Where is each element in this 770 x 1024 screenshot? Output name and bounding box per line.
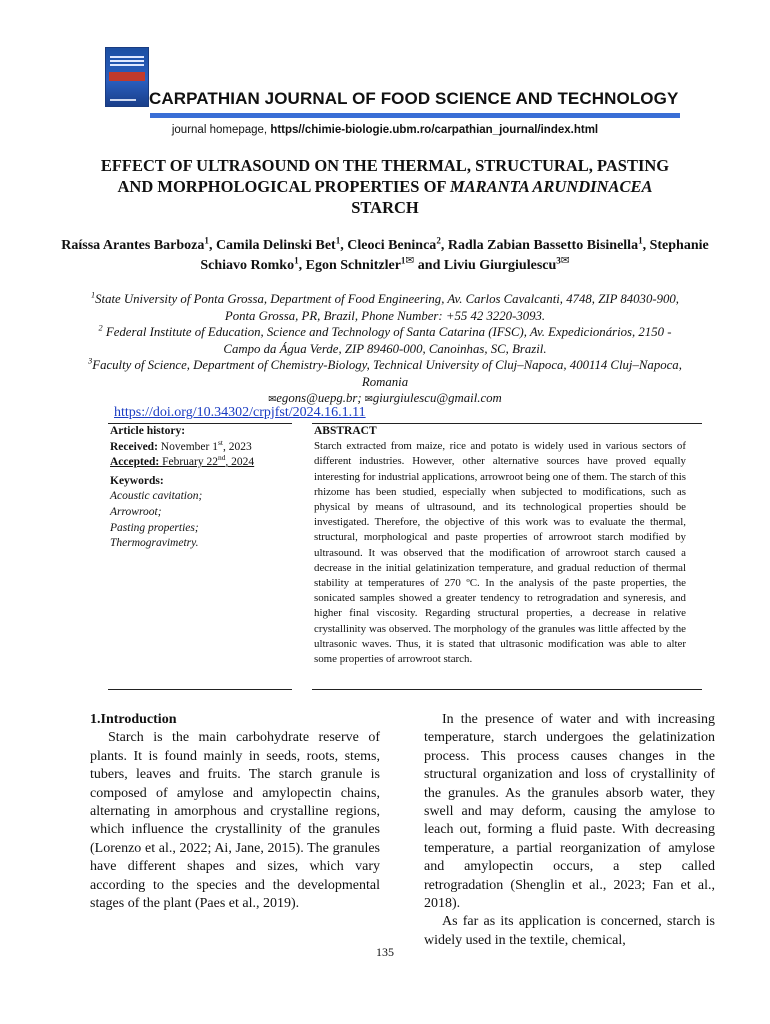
keyword: Thermogravimetry. bbox=[110, 537, 199, 550]
author: Camila Delinski Bet bbox=[215, 238, 336, 253]
keyword: Acoustic cavitation; bbox=[110, 490, 203, 503]
affiliation: $^1$State University of Ponta Grossa, Department of Food Engineering, Av. Carlos Cavalcanti, 4748, ZIP 84030-900, Ponta Grossa, PR, Brazil, Phone Number: +55 42 3220-3093. bbox=[90, 290, 680, 323]
paragraph: As far as its application is concerned, starch is widely used in the textile, chemical, bbox=[424, 914, 715, 948]
journal-logo bbox=[105, 47, 149, 107]
species-name: MARANTA ARUNDINACEA bbox=[450, 177, 653, 196]
history-heading: Article history: bbox=[110, 425, 186, 437]
author: Liviu Giurgiulescu bbox=[443, 258, 557, 273]
homepage-label: journal homepage, bbox=[171, 124, 271, 136]
keyword: Pasting properties; bbox=[110, 521, 199, 534]
section-heading: 1.Introduction bbox=[90, 712, 177, 727]
body-column-left bbox=[90, 711, 380, 913]
article-history bbox=[110, 424, 290, 552]
affiliations bbox=[80, 291, 690, 409]
affiliation: $^3$Faculty of Science, Department of Chemistry-Biology, Technical University of Cluj–Napoca, 400114 Cluj–Napoca, Romania bbox=[88, 356, 682, 389]
envelope-icon: ✉ bbox=[405, 254, 415, 267]
doi-link[interactable]: https://doi.org/10.34302/crpjfst/2024.16.1.11 bbox=[114, 405, 366, 420]
article-title bbox=[60, 155, 710, 218]
abstract-heading: ABSTRACT bbox=[314, 425, 377, 437]
envelope-icon: ✉ bbox=[364, 394, 373, 405]
abstract-text: Starch extracted from maize, rice and potato is widely used in various sectors of different industries. However, other alternative sources have proved equally interesting for industrial applications, arrowroot being one of them. The starch of this rhizome has been studied, especially when subjected to modifications, such as physical by means of ultrasound, and its technological properties should be investigated. Therefore, the objective of this work was to evaluate the thermal, structural, morphological and paste properties of arrowroot starch modified by ultrasound. It was observed that the modification of arrowroot starch caused a decrease in the initial gelatinization temperature, and gradual reduction of thermal stability at temperatures of 270 ºC. In the analysis of the paste properties, the sonicated samples showed a greater tendency to retrogradation and syneresis, and higher final viscosity. Regarding structural properties, a decrease in relative crystallinity was observed. The morphology of the granules was little affected by the ultrasonic waves. Thus, it is stated that ultrasonic modification was able to alter some properties of arrowroot starch. bbox=[314, 440, 686, 666]
keywords-heading: Keywords: bbox=[110, 474, 164, 487]
abstract bbox=[314, 424, 686, 667]
received-date: Received: November 1st, 2023 bbox=[110, 437, 252, 453]
divider bbox=[312, 689, 702, 690]
journal-title: CARPATHIAN JOURNAL OF FOOD SCIENCE AND TECHNOLOGY bbox=[149, 89, 679, 108]
page-number: 135 bbox=[376, 945, 394, 959]
header-rule bbox=[150, 113, 680, 118]
author: Egon Schnitzler bbox=[305, 258, 401, 273]
paragraph: In the presence of water and with increasing temperature, starch undergoes the gelatinization process. This process causes changes in the structural organization and loss of crystallinity of the granules. As the granules absorb water, they swell and may deform, causing the amylose to leach out, forming a fluid paste. With decreasing temperature, a partial reorganization of amylose and amylopectin occurs, a step called retrogradation (Shenglin et al., 2023; Fan et al., 2018). bbox=[424, 712, 715, 912]
homepage-link[interactable]: https//chimie-biologie.ubm.ro/carpathian_journal/index.html bbox=[270, 124, 599, 136]
author: Cleoci Beninca bbox=[347, 238, 437, 253]
envelope-icon: ✉ bbox=[268, 394, 277, 405]
journal-homepage bbox=[0, 124, 770, 136]
email[interactable]: giurgiulescu@gmail.com bbox=[372, 391, 502, 405]
email[interactable]: egons@uepg.br; bbox=[276, 391, 362, 405]
author: Stephanie Schiavo Romko bbox=[200, 238, 709, 273]
author: Raíssa Arantes Barboza bbox=[61, 238, 205, 253]
title-line: STARCH bbox=[351, 198, 419, 217]
envelope-icon: ✉ bbox=[560, 254, 570, 267]
body-column-right bbox=[424, 711, 715, 950]
affiliation: $^2$ Federal Institute of Education, Science and Technology of Santa Catarina (IFSC), Av. Expedicionários, 2150 - Campo da Água Verde, ZIP 89460-000, Canoinhas, SC, Brazil. bbox=[98, 323, 672, 356]
accepted-date: Accepted: February 22nd, 2024 bbox=[110, 453, 255, 469]
paragraph: Starch is the main carbohydrate reserve of plants. It is found mainly in seeds, roots, stems, tubers, leaves and fruits. The starch granule is composed of amylose and amylopectin chains, alternating in amorphous and crystalline regions, which influence the crystallinity of the granules (Lorenzo et al., 2022; Ai, Jane, 2015). The granules have different shapes and sizes, which vary according to the species and the developmental stages of the plant (Paes et al., 2019). bbox=[90, 730, 380, 912]
title-line: EFFECT OF ULTRASOUND ON THE THERMAL, STRUCTURAL, PASTING bbox=[100, 156, 670, 175]
author-list: Raíssa Arantes Barboza$^1$, Camila Delinski Bet$^1$, Cleoci Beninca$^2$, Radla Zabian Bassetto Bisinella$^1$, Stephanie Schiavo Romko$^1$, Egon Schnitzler$^{1✉}$ and Liviu Giurgiulescu$^{3✉}$ bbox=[61, 235, 709, 273]
keyword: Arrowroot; bbox=[110, 505, 162, 518]
author: Radla Zabian Bassetto Bisinella bbox=[447, 238, 639, 253]
title-line: AND MORPHOLOGICAL PROPERTIES OF MARANTA ARUNDINACEA bbox=[117, 177, 653, 196]
divider bbox=[108, 689, 292, 690]
